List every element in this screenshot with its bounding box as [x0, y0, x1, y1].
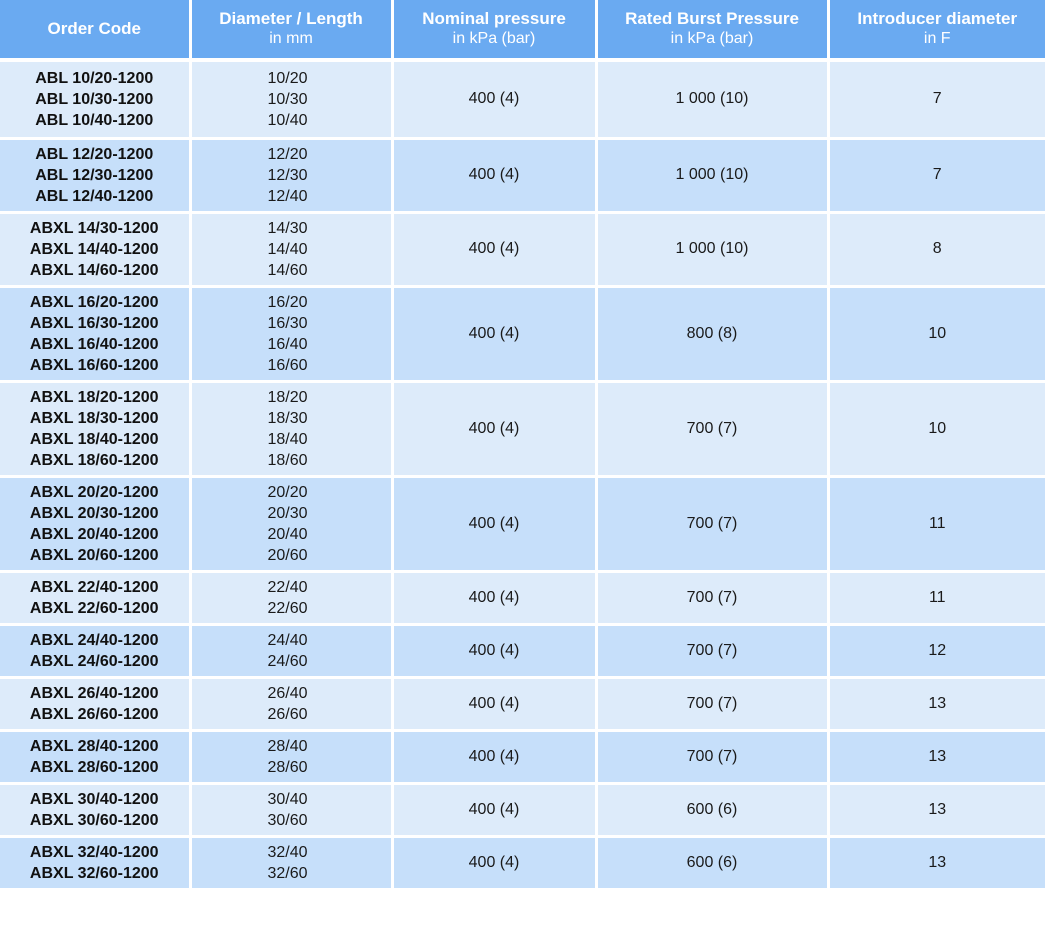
diameter-length-cell	[190, 476, 392, 571]
rated-burst-pressure-cell: 600 (6)	[596, 783, 828, 836]
order-code-cell	[0, 381, 190, 476]
diameter-length-value: 16/40	[267, 335, 308, 353]
header-order-code	[0, 0, 190, 60]
diameter-length-value: 20/40	[267, 525, 308, 543]
order-code: ABXL 22/60-1200	[29, 599, 159, 617]
header-diameter-length	[190, 0, 392, 60]
order-code: ABXL 14/40-1200	[29, 240, 159, 258]
table-row	[0, 677, 1045, 730]
order-code: ABXL 16/40-1200	[29, 335, 159, 353]
order-code: ABXL 14/30-1200	[29, 219, 159, 237]
diameter-length-value: 28/60	[267, 758, 308, 776]
table-row	[0, 624, 1045, 677]
table-row	[0, 286, 1045, 381]
diameter-length-value: 20/20	[267, 483, 308, 501]
introducer-diameter-cell: 13	[828, 677, 1045, 730]
table-header	[0, 0, 1045, 60]
order-code: ABL 10/40-1200	[35, 111, 154, 129]
order-code: ABXL 18/40-1200	[29, 430, 159, 448]
table-row	[0, 836, 1045, 889]
header-unit: in kPa (bar)	[670, 30, 754, 47]
nominal-pressure-cell: 400 (4)	[392, 476, 596, 571]
header-rated-burst-pressure	[596, 0, 828, 60]
diameter-length-cell	[190, 286, 392, 381]
order-code: ABXL 32/40-1200	[29, 843, 159, 861]
diameter-length-value: 24/40	[267, 631, 308, 649]
diameter-length-cell	[190, 624, 392, 677]
rated-burst-pressure-cell: 700 (7)	[596, 730, 828, 783]
diameter-length-value: 32/60	[267, 864, 308, 882]
diameter-length-cell	[190, 677, 392, 730]
rated-burst-pressure-cell: 700 (7)	[596, 571, 828, 624]
order-code-cell	[0, 783, 190, 836]
nominal-pressure-cell: 400 (4)	[392, 836, 596, 889]
diameter-length-value: 14/60	[267, 261, 308, 279]
order-code: ABXL 18/60-1200	[29, 451, 159, 469]
order-code-cell	[0, 60, 190, 138]
diameter-length-cell	[190, 783, 392, 836]
diameter-length-value: 18/60	[267, 451, 308, 469]
diameter-length-value: 26/40	[267, 684, 308, 702]
nominal-pressure-cell: 400 (4)	[392, 60, 596, 138]
diameter-length-value: 30/60	[267, 811, 308, 829]
order-code-cell	[0, 476, 190, 571]
order-code: ABXL 20/30-1200	[29, 504, 159, 522]
order-code: ABXL 30/40-1200	[29, 790, 159, 808]
order-code: ABXL 18/20-1200	[29, 388, 159, 406]
header-unit: in kPa (bar)	[452, 30, 536, 47]
order-code: ABXL 28/60-1200	[29, 758, 159, 776]
table-row	[0, 138, 1045, 212]
diameter-length-value: 10/20	[267, 69, 308, 87]
order-code: ABXL 30/60-1200	[29, 811, 159, 829]
table-row	[0, 571, 1045, 624]
header-label: Order Code	[47, 19, 142, 38]
diameter-length-value: 16/60	[267, 356, 308, 374]
order-code: ABXL 28/40-1200	[29, 737, 159, 755]
introducer-diameter-cell: 8	[828, 212, 1045, 286]
rated-burst-pressure-cell: 700 (7)	[596, 476, 828, 571]
rated-burst-pressure-cell: 1 000 (10)	[596, 60, 828, 138]
diameter-length-value: 12/30	[267, 166, 308, 184]
introducer-diameter-cell: 10	[828, 286, 1045, 381]
introducer-diameter-cell: 11	[828, 476, 1045, 571]
introducer-diameter-cell: 10	[828, 381, 1045, 476]
order-code-cell	[0, 624, 190, 677]
nominal-pressure-cell: 400 (4)	[392, 381, 596, 476]
diameter-length-value: 20/60	[267, 546, 308, 564]
order-code: ABXL 32/60-1200	[29, 864, 159, 882]
order-code: ABL 10/30-1200	[35, 90, 154, 108]
order-code: ABXL 26/40-1200	[29, 684, 159, 702]
order-code: ABXL 16/20-1200	[29, 293, 159, 311]
order-code: ABXL 20/40-1200	[29, 525, 159, 543]
diameter-length-value: 12/20	[267, 145, 308, 163]
nominal-pressure-cell: 400 (4)	[392, 677, 596, 730]
diameter-length-value: 10/30	[267, 90, 308, 108]
order-code: ABXL 14/60-1200	[29, 261, 159, 279]
order-code: ABXL 24/60-1200	[29, 652, 159, 670]
order-code: ABXL 24/40-1200	[29, 631, 159, 649]
diameter-length-cell	[190, 381, 392, 476]
table-row	[0, 60, 1045, 138]
order-code-cell	[0, 730, 190, 783]
nominal-pressure-cell: 400 (4)	[392, 624, 596, 677]
header-introducer-diameter	[828, 0, 1045, 60]
introducer-diameter-cell: 12	[828, 624, 1045, 677]
introducer-diameter-cell: 13	[828, 730, 1045, 783]
diameter-length-cell	[190, 571, 392, 624]
diameter-length-value: 18/20	[267, 388, 308, 406]
nominal-pressure-cell: 400 (4)	[392, 286, 596, 381]
order-code-cell	[0, 836, 190, 889]
header-label: Nominal pressure	[422, 9, 566, 28]
order-code-cell	[0, 286, 190, 381]
nominal-pressure-cell: 400 (4)	[392, 730, 596, 783]
header-label: Rated Burst Pressure	[625, 9, 799, 28]
header-row	[0, 0, 1045, 60]
diameter-length-value: 26/60	[267, 705, 308, 723]
introducer-diameter-cell: 13	[828, 836, 1045, 889]
rated-burst-pressure-cell: 600 (6)	[596, 836, 828, 889]
diameter-length-value: 22/60	[267, 599, 308, 617]
order-code-cell	[0, 677, 190, 730]
header-label: Diameter / Length	[219, 9, 363, 28]
diameter-length-value: 10/40	[267, 111, 308, 129]
order-code: ABXL 16/60-1200	[29, 356, 159, 374]
diameter-length-value: 20/30	[267, 504, 308, 522]
diameter-length-value: 32/40	[267, 843, 308, 861]
order-code: ABXL 16/30-1200	[29, 314, 159, 332]
diameter-length-value: 24/60	[267, 652, 308, 670]
diameter-length-value: 22/40	[267, 578, 308, 596]
rated-burst-pressure-cell: 1 000 (10)	[596, 212, 828, 286]
header-label: Introducer diameter	[857, 9, 1018, 28]
table-body	[0, 60, 1045, 889]
diameter-length-cell	[190, 212, 392, 286]
introducer-diameter-cell: 13	[828, 783, 1045, 836]
diameter-length-value: 16/30	[267, 314, 308, 332]
introducer-diameter-cell: 11	[828, 571, 1045, 624]
order-code-cell	[0, 571, 190, 624]
diameter-length-value: 16/20	[267, 293, 308, 311]
table-row	[0, 730, 1045, 783]
diameter-length-value: 28/40	[267, 737, 308, 755]
rated-burst-pressure-cell: 700 (7)	[596, 677, 828, 730]
rated-burst-pressure-cell: 700 (7)	[596, 381, 828, 476]
order-code: ABXL 26/60-1200	[29, 705, 159, 723]
order-code: ABXL 18/30-1200	[29, 409, 159, 427]
diameter-length-cell	[190, 138, 392, 212]
table-row	[0, 212, 1045, 286]
diameter-length-value: 18/40	[267, 430, 308, 448]
order-code: ABXL 22/40-1200	[29, 578, 159, 596]
header-unit: in F	[923, 30, 951, 47]
diameter-length-value: 12/40	[267, 187, 308, 205]
nominal-pressure-cell: 400 (4)	[392, 212, 596, 286]
order-code-cell	[0, 138, 190, 212]
header-unit: in mm	[269, 30, 313, 47]
diameter-length-cell	[190, 730, 392, 783]
diameter-length-value: 14/30	[267, 219, 308, 237]
diameter-length-cell	[190, 836, 392, 889]
header-nominal-pressure	[392, 0, 596, 60]
rated-burst-pressure-cell: 800 (8)	[596, 286, 828, 381]
diameter-length-value: 30/40	[267, 790, 308, 808]
diameter-length-value: 14/40	[267, 240, 308, 258]
order-code: ABL 10/20-1200	[35, 69, 154, 87]
nominal-pressure-cell: 400 (4)	[392, 571, 596, 624]
introducer-diameter-cell: 7	[828, 60, 1045, 138]
table-row	[0, 783, 1045, 836]
nominal-pressure-cell: 400 (4)	[392, 138, 596, 212]
rated-burst-pressure-cell: 1 000 (10)	[596, 138, 828, 212]
order-code: ABL 12/30-1200	[35, 166, 154, 184]
nominal-pressure-cell: 400 (4)	[392, 783, 596, 836]
order-code: ABXL 20/60-1200	[29, 546, 159, 564]
order-code-cell	[0, 212, 190, 286]
introducer-diameter-cell: 7	[828, 138, 1045, 212]
table-row	[0, 476, 1045, 571]
diameter-length-cell	[190, 60, 392, 138]
order-code: ABL 12/20-1200	[35, 145, 154, 163]
order-code: ABXL 20/20-1200	[29, 483, 159, 501]
rated-burst-pressure-cell: 700 (7)	[596, 624, 828, 677]
table-row	[0, 381, 1045, 476]
order-code: ABL 12/40-1200	[35, 187, 154, 205]
diameter-length-value: 18/30	[267, 409, 308, 427]
